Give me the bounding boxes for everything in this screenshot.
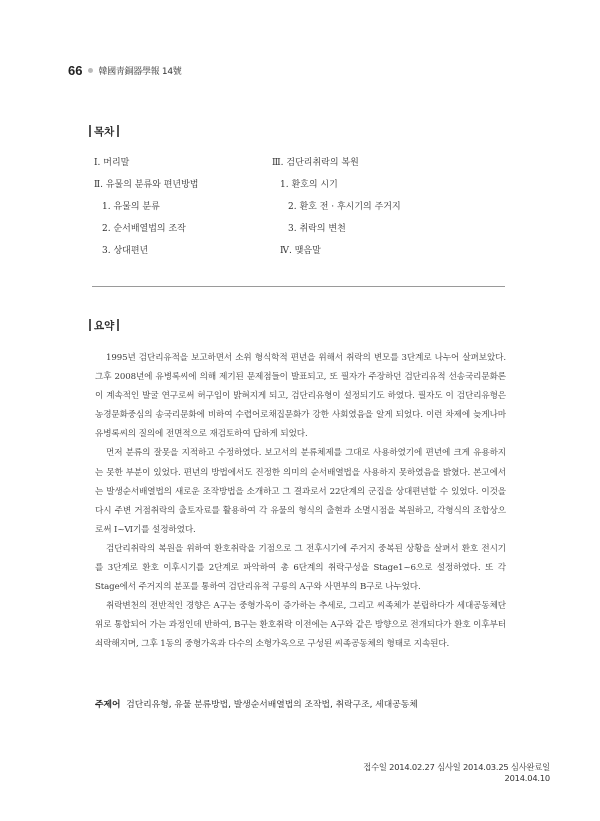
abstract-paragraph: 1995년 검단리유적을 보고하면서 소위 형식학적 편년을 위해서 취락의 변모를 3단계로 나누어 살펴보았다. 그후 2008년에 유병록씨에 의해 제기된 문제점들이 발표되고, 또 필자가 주장하던 검단리유적 선송국리문화론이 계속적인 발굴 연구로써 허구임이 밝혀지게 되고, 검단리유형이 설정되기도 하였다. 필자도 이 검단리유형은 농경문화중심의 송국리문화에 비하여 수렵어로채집문화가 강한 사회였음을 알게 되었다. 이런 차제에 늦게나마 유병록씨의 질의에 전면적으로 재검토하여 답하게 되었다. <box>95 353 506 440</box>
toc-row <box>94 179 504 201</box>
bullet-dot-icon <box>88 68 93 73</box>
toc-row <box>94 223 504 245</box>
journal-name: 韓國靑銅器學報 14號 <box>98 66 182 77</box>
toc-item: 1. 환호의 시기 <box>280 180 338 190</box>
toc-item: 3. 상대편년 <box>102 246 149 256</box>
submission-dates: 접수일 2014.02.27 심사일 2014.03.25 심사완료일 2014.04.10 <box>363 762 550 783</box>
toc-row <box>94 201 504 223</box>
table-of-contents <box>94 157 504 267</box>
bar-left-icon <box>89 125 91 137</box>
toc-title: 목차 <box>94 125 115 138</box>
bar-right-icon <box>117 319 119 331</box>
abstract-heading <box>89 318 122 332</box>
toc-item: 2. 순서배열법의 조작 <box>102 224 186 234</box>
bar-right-icon <box>117 125 119 137</box>
abstract-title: 요약 <box>94 319 115 332</box>
toc-row <box>94 245 504 267</box>
toc-item: Ⅰ. 머리말 <box>94 158 130 168</box>
toc-item: 2. 환호 전 · 후시기의 주거지 <box>288 202 401 212</box>
bar-left-icon <box>89 319 91 331</box>
running-header <box>68 63 181 77</box>
toc-item: Ⅱ. 유물의 분류와 편년방법 <box>94 180 199 190</box>
abstract-body <box>95 349 506 655</box>
abstract-paragraph: 취락변천의 전반적인 경향은 A구는 중형가옥이 증가하는 추세로, 그리고 씨족체가 분립하다가 세대공동체단위로 통합되어 가는 과정인데 반하여, B구는 환호취락 이전에는 A구와 같은 방향으로 전개되다가 환호 이후부터 쇠락해지며, 그후 1동의 중형가옥과 다수의 소형가옥으로 구성된 씨족공동체의 형태로 지속된다. <box>95 601 506 650</box>
toc-item: 1. 유물의 분류 <box>102 202 160 212</box>
page-number: 66 <box>68 62 83 78</box>
toc-item: Ⅳ. 맺음말 <box>280 246 321 256</box>
abstract-paragraph: 검단리취락의 복원을 위하여 환호취락을 기점으로 그 전후시기에 주거지 중복된 상황을 살펴서 환호 전시기를 3단계로 환호 이후시기를 2단계로 파악하여 총 6단계의 취락구성을 Stage1~6으로 설정하였다. 또 각 Stage에서 주거지의 분포를 통하여 검단리유적 구릉의 A구와 사면부의 B구로 나누었다. <box>95 543 506 593</box>
toc-item: 3. 취락의 변천 <box>288 224 346 234</box>
keywords <box>95 697 515 710</box>
abstract-paragraph: 먼저 분류의 잘못을 지적하고 수정하였다. 보고서의 분류체제를 그대로 사용하였기에 편년에 크게 유용하지는 못한 부분이 있었다. 편년의 방법에서도 진정한 의미의 순서배열법을 사용하지 못하였음을 밝혔다. 본고에서는 발생순서배열법의 새로운 조작방법을 소개하고 그 결과로서 22단계의 군집을 상대편년할 수 있었다. 이것을 다시 주변 거점취락의 출토자료를 활용하여 각 유물의 형식의 출현과 소멸시점을 복원하고, 각형식의 조합상으로써 Ⅰ~Ⅵ기를 설정하였다. <box>95 448 506 535</box>
section-divider <box>92 286 505 287</box>
keywords-label: 주제어 <box>95 700 121 710</box>
toc-row <box>94 157 504 179</box>
toc-item: Ⅲ. 검단리취락의 복원 <box>272 158 359 168</box>
toc-heading <box>89 124 122 138</box>
keywords-text: 검단리유형, 유물 분류방법, 발생순서배열법의 조작법, 취락구조, 세대공동체 <box>126 700 418 710</box>
